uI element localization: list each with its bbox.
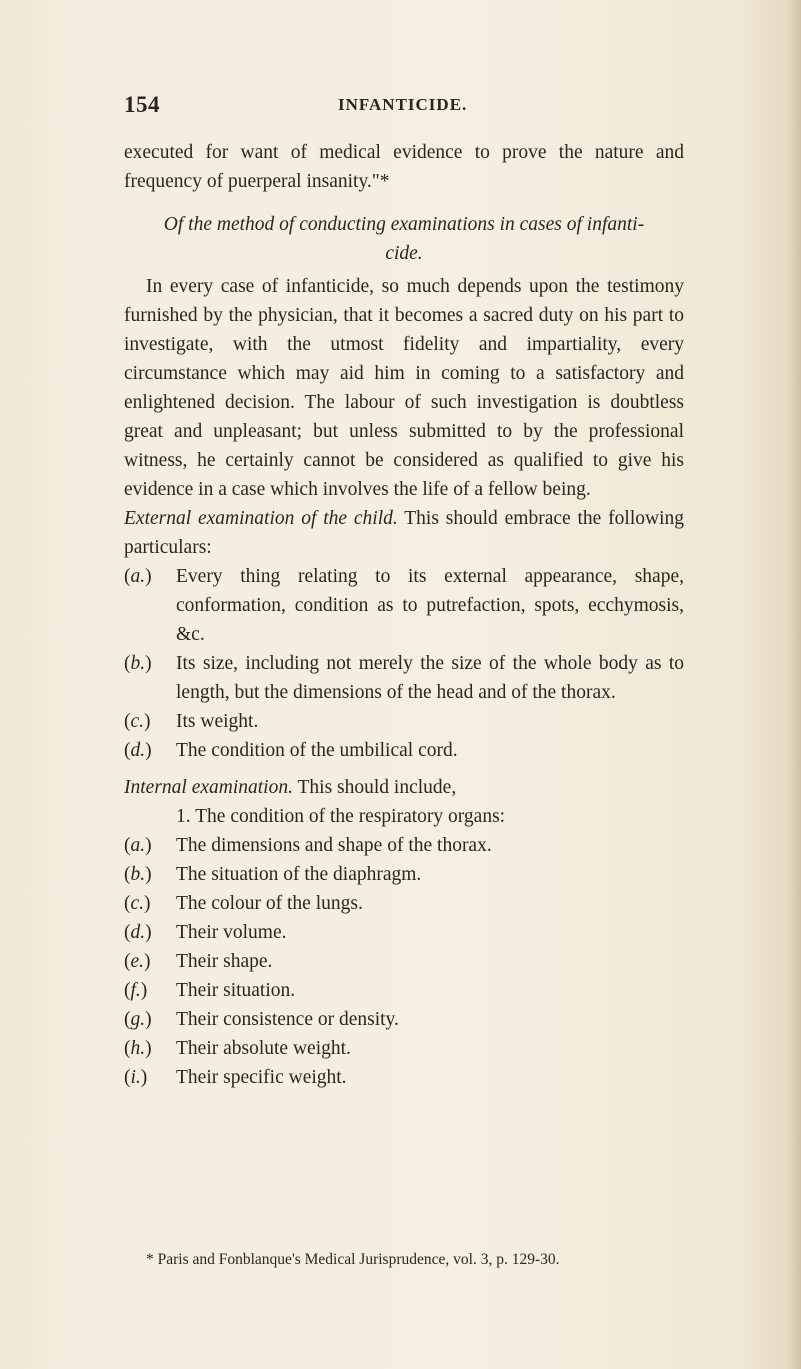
list-item-label: (d.) — [124, 922, 152, 943]
list-item-label: (g.) — [124, 1009, 152, 1030]
list-item — [124, 976, 684, 1005]
page-number: 154 — [124, 92, 160, 117]
list-item-text: Their volume. — [176, 922, 287, 943]
list-item-text: The dimensions and shape of the thorax. — [176, 835, 492, 856]
list-item — [124, 1063, 684, 1092]
list-item-label: (f.) — [124, 980, 148, 1001]
footnote: * Paris and Fonblanque's Medical Jurisprudence, vol. 3, p. 129-30. — [146, 1251, 560, 1268]
list-item-text: The situation of the diaphragm. — [176, 864, 422, 885]
list-item — [124, 649, 684, 707]
section-heading-line-1: Of the method of conducting examinations in cases of infanti- — [163, 214, 645, 235]
list-item-text: The condition of the umbilical cord. — [176, 740, 458, 761]
list-item — [124, 736, 684, 765]
list-item-label: (a.) — [124, 566, 152, 587]
list-item — [124, 1034, 684, 1063]
list-item-text: Its weight. — [176, 711, 259, 732]
section-heading — [124, 210, 684, 268]
list-item — [124, 860, 684, 889]
list-item-label: (b.) — [124, 653, 152, 674]
list-item-label: (b.) — [124, 864, 152, 885]
external-exam-text: This should embrace the following particulars: — [124, 508, 684, 558]
internal-exam-paragraph — [124, 773, 684, 802]
internal-exam-list — [124, 831, 684, 1092]
page-header — [124, 92, 684, 120]
section-heading-line-2: cide. — [385, 243, 423, 264]
list-item — [124, 918, 684, 947]
list-item-text: Their absolute weight. — [176, 1038, 351, 1059]
list-item — [124, 1005, 684, 1034]
list-item-text: Their specific weight. — [176, 1067, 347, 1088]
paragraph-1: In every case of infanticide, so much depends upon the testimony furnished by the physician, that it becomes a sacred duty on his part to investigate, with the utmost fidelity and impartiality, every circumstance which may aid him in coming to a satisfactory and enlightened decision. The labour of such investigation is doubtless great and unpleasant; but unless submitted to by the professional witness, he certainly cannot be considered as qualified to give his evidence in a case which involves the life of a fellow being. — [124, 276, 684, 500]
list-item — [124, 889, 684, 918]
list-item — [124, 831, 684, 860]
internal-exam-title: Internal examination. — [124, 777, 293, 798]
internal-exam-numbered-item: 1. The condition of the respiratory organs: — [176, 806, 506, 827]
list-item-label: (c.) — [124, 893, 151, 914]
list-item-text: Their shape. — [176, 951, 273, 972]
list-item — [124, 707, 684, 736]
intro-paragraph: executed for want of medical evidence to prove the nature and frequency of puerperal insanity."* — [124, 142, 684, 192]
list-item-text: Every thing relating to its external appearance, shape, conformation, condition as to putrefaction, spots, ecchymosis, &c. — [176, 566, 684, 645]
list-item — [124, 562, 684, 649]
list-item-label: (c.) — [124, 711, 151, 732]
list-item-label: (h.) — [124, 1038, 152, 1059]
body-text — [124, 138, 684, 1092]
list-item-text: Its size, including not merely the size of the whole body as to length, but the dimensions of the head and of the thorax. — [176, 653, 684, 703]
list-item-text: Their situation. — [176, 980, 296, 1001]
list-item-label: (d.) — [124, 740, 152, 761]
list-item-label: (i.) — [124, 1067, 148, 1088]
external-exam-paragraph — [124, 504, 684, 562]
page-edge-shadow — [787, 0, 801, 1369]
external-exam-list — [124, 562, 684, 765]
external-exam-title: External examination of the child. — [124, 508, 398, 529]
list-item-label: (e.) — [124, 951, 151, 972]
list-item-label: (a.) — [124, 835, 152, 856]
list-item — [124, 947, 684, 976]
list-item-text: Their consistence or density. — [176, 1009, 399, 1030]
running-head: INFANTICIDE. — [338, 95, 468, 114]
list-item-text: The colour of the lungs. — [176, 893, 363, 914]
internal-exam-text: This should include, — [297, 777, 457, 798]
